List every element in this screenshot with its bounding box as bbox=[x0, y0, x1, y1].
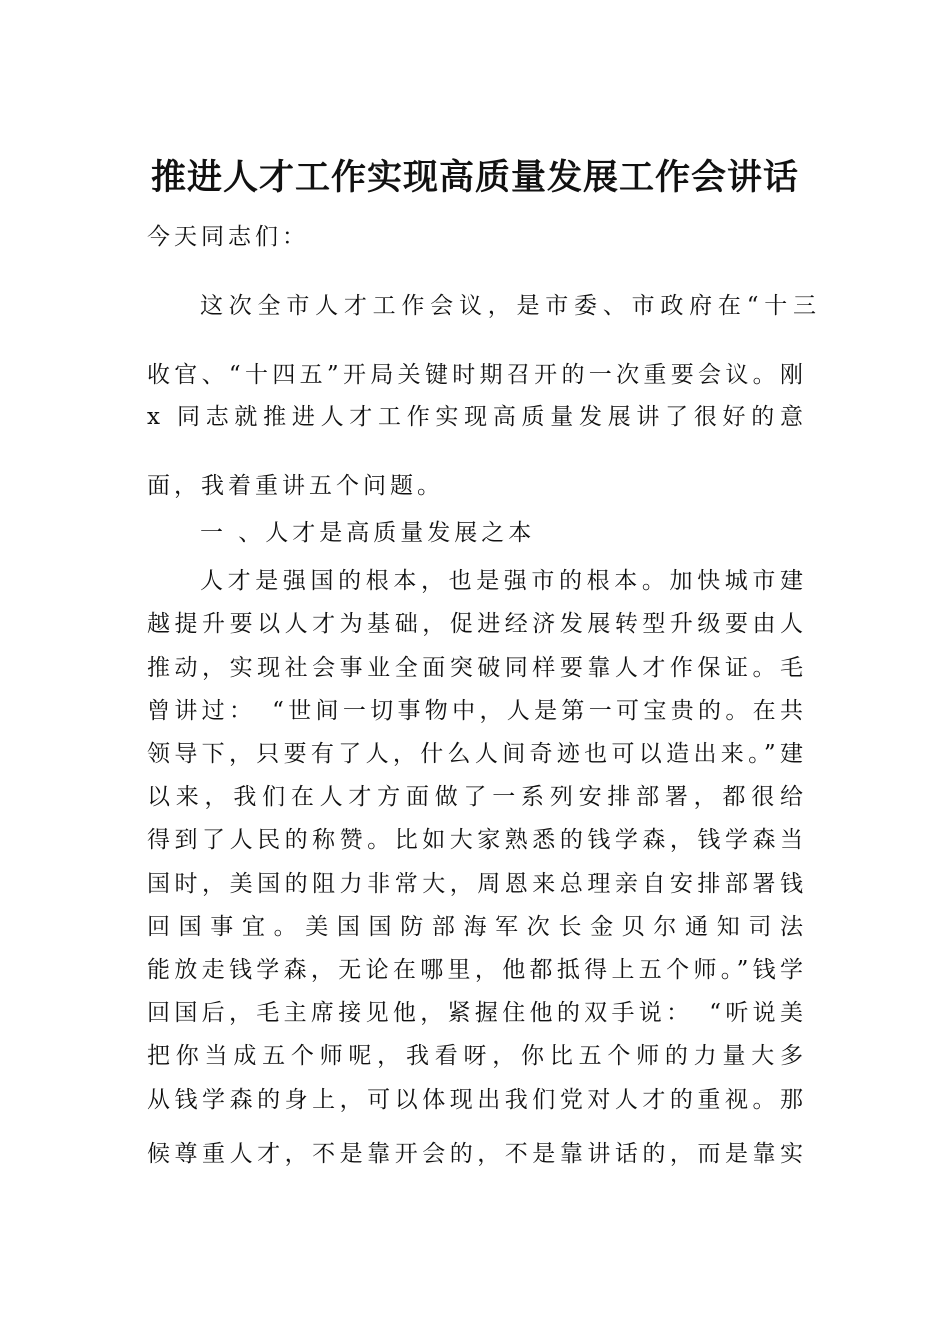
paragraph-line: 候尊重人才，不是靠开会的，不是靠讲话的，而是靠实 bbox=[147, 1141, 807, 1167]
paragraph-line: 人才是强国的根本，也是强市的根本。加快城市建 bbox=[200, 568, 807, 594]
paragraph-line: 以来，我们在人才方面做了一系列安排部署，都很给 bbox=[147, 784, 807, 810]
paragraph-line: 回国后，毛主席接见他，紧握住他的双手说： “听说美 bbox=[147, 1000, 807, 1026]
paragraph-line: x 同志就推进人才工作实现高质量发展讲了很好的意 bbox=[147, 404, 807, 430]
paragraph-line: 把你当成五个师呢，我看呀，你比五个师的力量大多 bbox=[147, 1043, 807, 1069]
paragraph-line: 曾讲过： “世间一切事物中，人是第一可宝贵的。在共 bbox=[147, 698, 807, 724]
paragraph-line: 这次全市人才工作会议，是市委、市政府在“十三 bbox=[200, 293, 820, 319]
paragraph-line: 面，我着重讲五个问题。 bbox=[147, 473, 444, 499]
paragraph-line: 推动，实现社会事业全面突破同样要靠人才作保证。毛 bbox=[147, 655, 807, 681]
paragraph-line: 能放走钱学森，无论在哪里，他都抵得上五个师。”钱学 bbox=[147, 957, 807, 983]
paragraph-line: 领导下，只要有了人，什么人间奇迹也可以造出来。”建 bbox=[147, 741, 807, 767]
paragraph-line: 得到了人民的称赞。比如大家熟悉的钱学森，钱学森当 bbox=[147, 827, 807, 853]
document-title: 推进人才工作实现高质量发展工作会讲话 bbox=[150, 158, 799, 198]
paragraph-line: 回国事宜。美国国防部海军次长金贝尔通知司法 bbox=[147, 914, 807, 940]
section-heading: 一 、人才是高质量发展之本 bbox=[200, 520, 536, 546]
salutation: 今天同志们： bbox=[147, 224, 309, 250]
paragraph-line: 从钱学森的身上，可以体现出我们党对人才的重视。那 bbox=[147, 1087, 807, 1113]
paragraph-line: 国时，美国的阻力非常大，周恩来总理亲自安排部署钱 bbox=[147, 871, 807, 897]
paragraph-line: 越提升要以人才为基础，促进经济发展转型升级要由人 bbox=[147, 611, 807, 637]
paragraph-line: 收官、“十四五”开局关键时期召开的一次重要会议。刚 bbox=[147, 362, 807, 388]
